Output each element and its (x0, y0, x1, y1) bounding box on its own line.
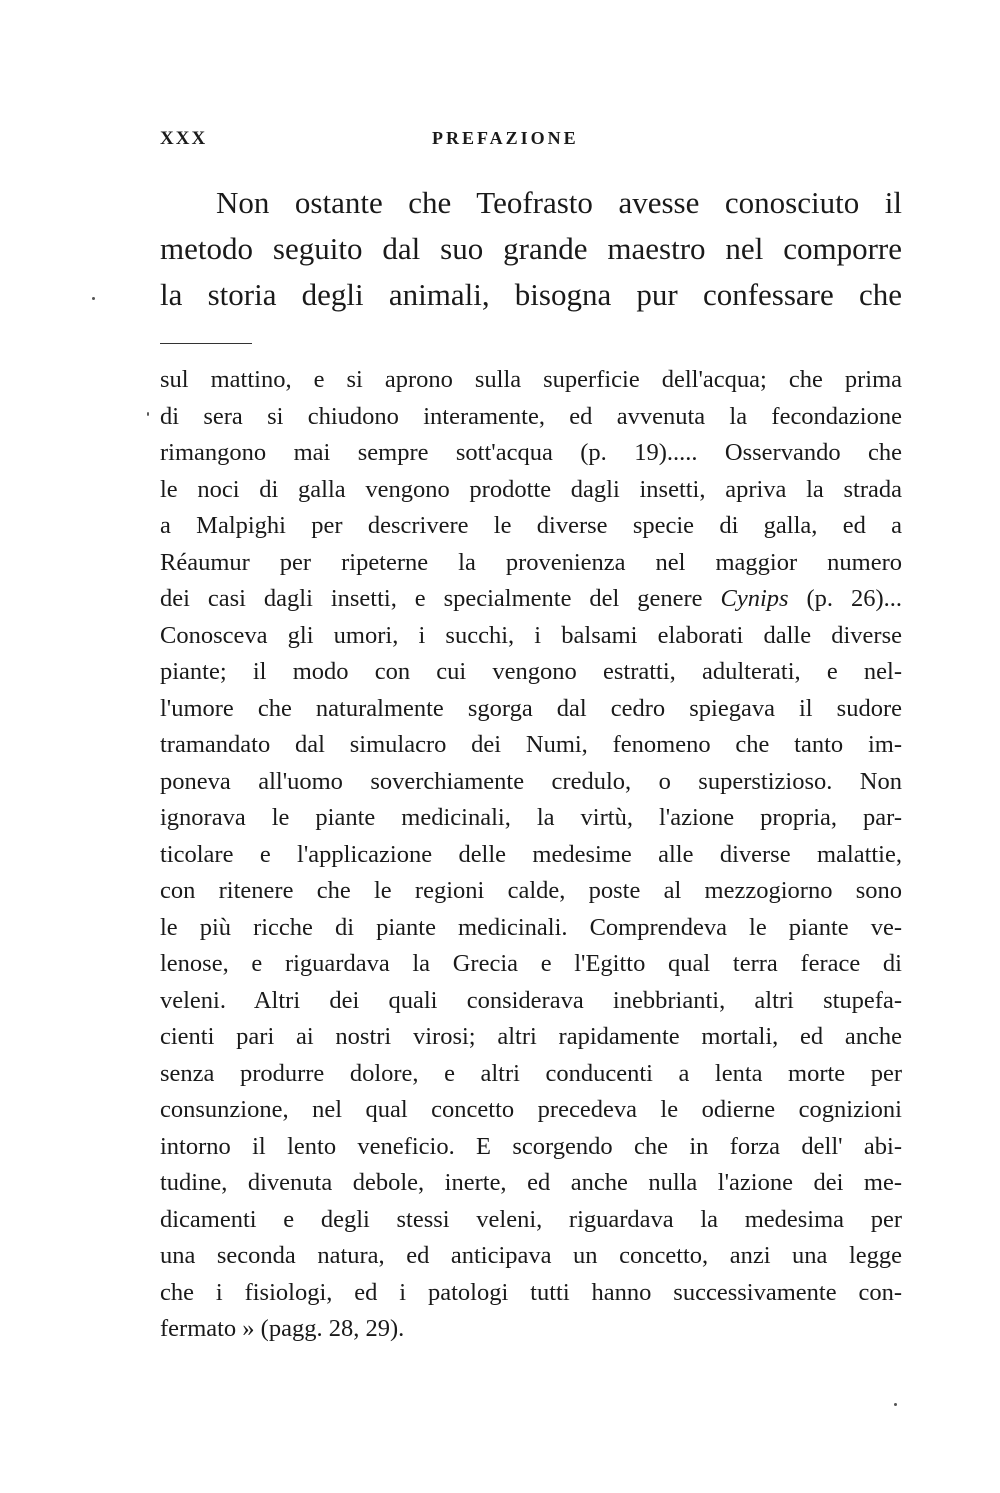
footnote-line: veleni. Altri dei quali considerava inebbrianti, altri stupefa- (160, 986, 902, 1014)
main-text-line: Non ostante che Teofrasto avesse conosciuto il (216, 185, 902, 220)
main-text-line: la storia degli animali, bisogna pur confessare che (160, 277, 902, 312)
genus-name: Cynips (720, 585, 789, 612)
footnote-separator (160, 343, 252, 344)
footnote-line: piante; il modo con cui vengono estratti, adulterati, e nel- (160, 658, 902, 685)
footnote-line: con ritenere che le regioni calde, poste al mezzogiorno sono (160, 877, 902, 904)
footnote-line: le noci di galla vengono prodotte dagli insetti, apriva la strada (160, 475, 902, 503)
footnote-line: cienti pari ai nostri virosi; altri rapidamente mortali, ed anche (160, 1023, 902, 1050)
footnote-line: dicamenti e degli stessi veleni, riguardava la medesima per (160, 1205, 902, 1233)
main-text-line: metodo seguito dal suo grande maestro nel comporre (160, 231, 902, 266)
running-head (160, 128, 900, 158)
footnote-line: poneva all'uomo soverchiamente credulo, o superstizioso. Non (160, 767, 902, 795)
scan-speck (147, 412, 149, 416)
footnote-line: lenose, e riguardava la Grecia e l'Egitto qual terra ferace di (160, 950, 902, 977)
page-number: XXX (160, 128, 208, 149)
footnote-line: tudine, divenuta debole, inerte, ed anche nulla l'azione dei me- (160, 1169, 902, 1196)
footnote-line: l'umore che naturalmente sgorga dal cedro spiegava il sudore (160, 694, 902, 722)
footnote-line: di sera si chiudono interamente, ed avvenuta la fecondazione (160, 402, 902, 430)
footnote-line: intorno il lento veneficio. E scorgendo che in forza dell' abi- (160, 1132, 902, 1160)
footnote-line: a Malpighi per descrivere le diverse specie di galla, ed a (160, 512, 902, 539)
footnote (160, 362, 902, 1348)
scan-speck (92, 297, 95, 300)
footnote-line: senza produrre dolore, e altri conducenti a lenta morte per (160, 1059, 902, 1087)
scan-speck (894, 1403, 897, 1406)
footnote-line: consunzione, nel qual concetto precedeva le odierne cognizioni (160, 1096, 902, 1123)
footnote-line: sul mattino, e si aprono sulla superficie dell'acqua; che prima (160, 366, 902, 393)
footnote-line: fermato » (pagg. 28, 29). (160, 1315, 405, 1342)
footnote-line: dei casi dagli insetti, e specialmente del genere Cynips (p. 26)... (160, 585, 902, 612)
footnote-line: che i fisiologi, ed i patologi tutti hanno successivamente con- (160, 1278, 902, 1306)
main-paragraph (160, 180, 902, 318)
footnote-line: ticolare e l'applicazione delle medesime alle diverse malattie, (160, 840, 902, 868)
footnote-line: Conosceva gli umori, i succhi, i balsami elaborati dalle diverse (160, 621, 902, 649)
footnote-line: le più ricche di piante medicinali. Comprendeva le piante ve- (160, 913, 902, 941)
footnote-line: Réaumur per ripeterne la provenienza nel maggior numero (160, 548, 902, 576)
footnote-line: ignorava le piante medicinali, la virtù, l'azione propria, par- (160, 804, 902, 831)
footnote-line: tramandato dal simulacro dei Numi, fenomeno che tanto im- (160, 731, 902, 758)
running-title: PREFAZIONE (432, 128, 579, 148)
footnote-line: una seconda natura, ed anticipava un concetto, anzi una legge (160, 1242, 902, 1269)
footnote-line: rimangono mai sempre sott'acqua (p. 19)..... Osservando che (160, 439, 902, 466)
